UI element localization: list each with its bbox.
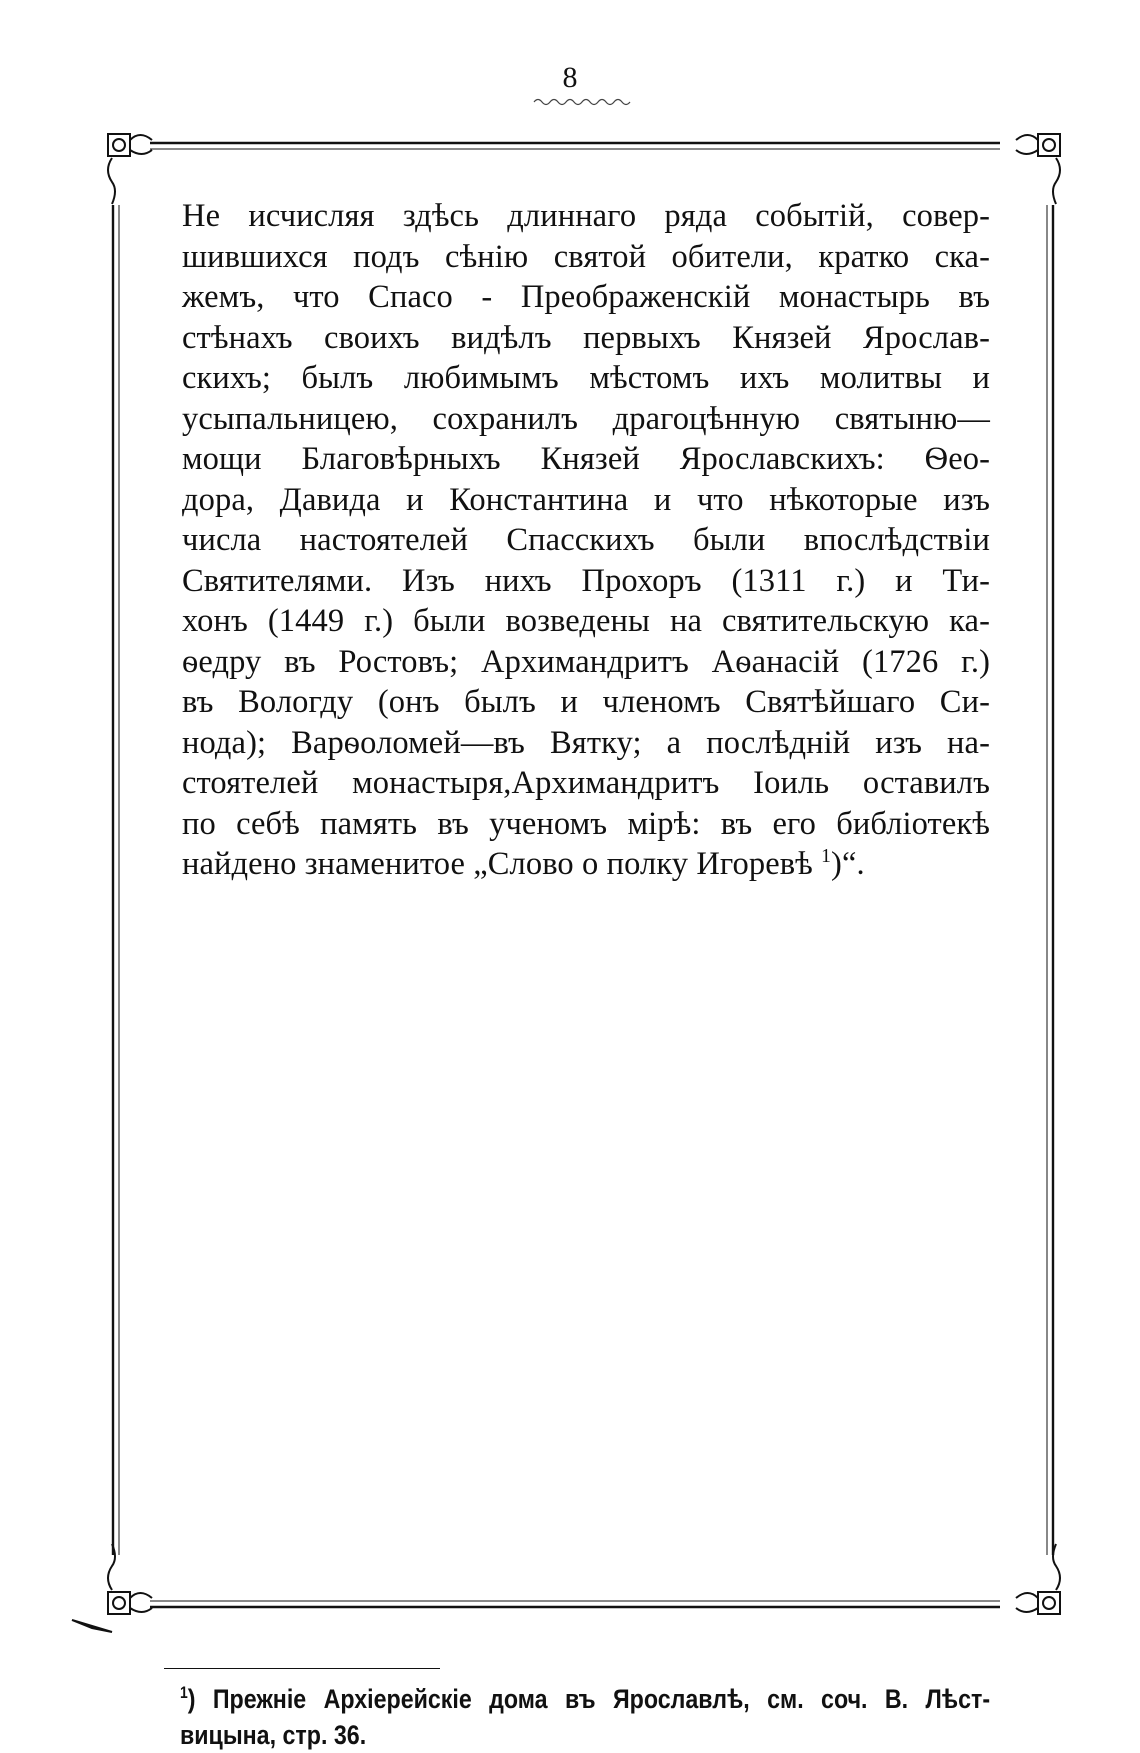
text-line: Не исчисляя здѣсь длиннаго ряда событій, совер- — [182, 198, 990, 234]
corner-ornament-bottom-left — [72, 1544, 152, 1632]
text-line: нода); Варѳоломей—въ Вятку; а послѣдній изъ на- — [182, 724, 990, 761]
text-line: стѣнахъ своихъ видѣлъ первыхъ Князей Ярослав- — [182, 319, 990, 356]
text-line: хонъ (1449 г.) были возведены на святительскую ка- — [182, 603, 990, 639]
text-line: жемъ, что Спасо - Преображенскій монастырь въ — [182, 279, 990, 315]
footnote-reference: 1 — [821, 846, 832, 868]
text-line: дора, Давида и Константина и что нѣкоторые изъ — [182, 481, 990, 518]
text-line: стоятелей монастыря,Архимандритъ Іоиль оставилъ — [182, 765, 990, 801]
main-paragraph — [182, 196, 990, 885]
text-line-last — [182, 844, 990, 885]
text-line: по себѣ память въ ученомъ мірѣ: въ его библіотекѣ — [182, 805, 990, 842]
text-line: усыпальницею, сохранилъ драгоцѣнную святыню— — [182, 400, 990, 437]
footnote-marker: 1 — [180, 1684, 188, 1702]
footnote-divider — [164, 1668, 440, 1669]
text-line: Святителями. Изъ нихъ Прохоръ (1311 г.) и Ти- — [182, 562, 990, 599]
last-line-text: найдено знаменитое „Слово о полку Игоревѣ — [182, 846, 822, 882]
text-line: мощи Благовѣрныхъ Князей Ярославскихъ: Ѳео- — [182, 441, 990, 477]
corner-ornament-top-left — [108, 134, 152, 204]
text-line: ѳедру въ Ростовъ; Архимандритъ Аѳанасій (1726 г.) — [182, 643, 990, 680]
page-number: 8 — [562, 61, 578, 94]
text-line: въ Вологду (онъ былъ и членомъ Святѣйшаго Си- — [182, 684, 990, 720]
text-line: шившихся подъ сѣнію святой обители, кратко ска- — [182, 238, 990, 275]
corner-ornament-top-right — [1016, 134, 1060, 204]
text-line: скихъ; былъ любимымъ мѣстомъ ихъ молитвы и — [182, 360, 990, 396]
text-line: числа настоятелей Спасскихъ были впослѣдствіи — [182, 522, 990, 558]
footnote-line-2: вицына, стр. 36. — [180, 1720, 367, 1750]
last-line-end: )“. — [831, 846, 865, 882]
footnote — [180, 1681, 991, 1753]
corner-ornament-bottom-right — [1016, 1544, 1060, 1614]
footnote-text-1: ) Прежніе Архіерейскіе дома въ Ярославлѣ, см. соч. В. Лѣст- — [187, 1684, 991, 1714]
footnote-line-1 — [180, 1681, 990, 1717]
